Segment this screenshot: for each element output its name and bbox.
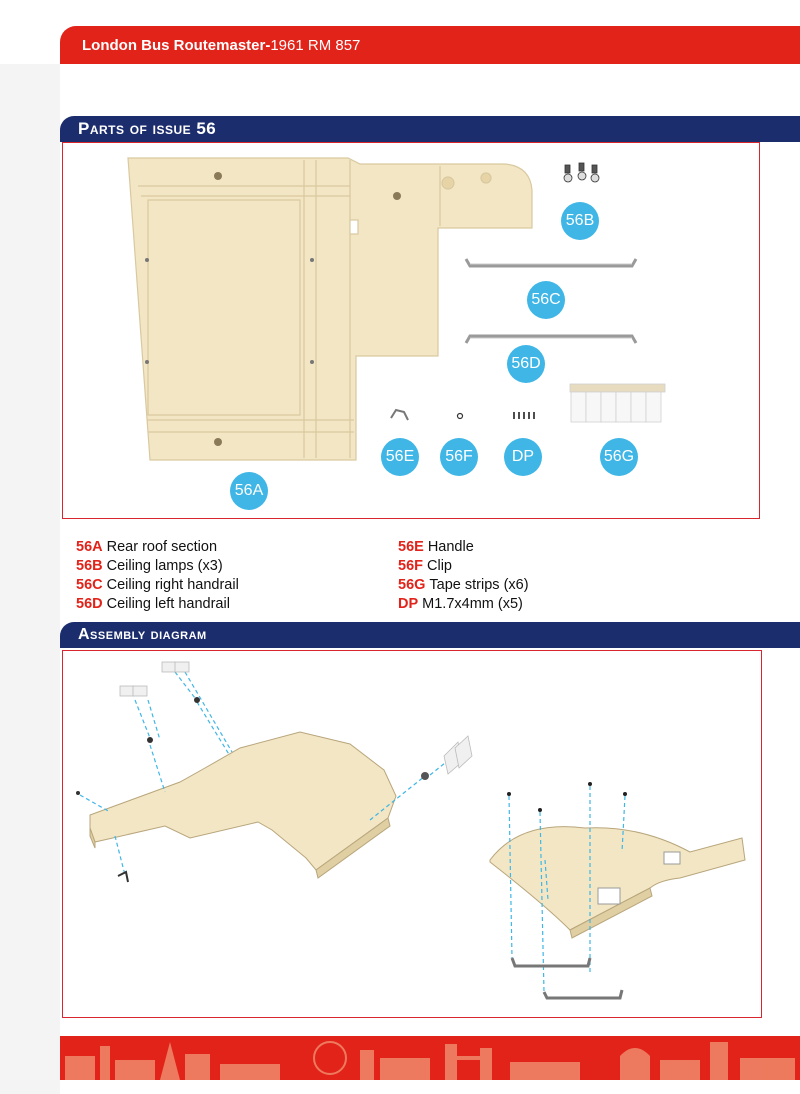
assembly-right-screws [507, 782, 627, 812]
legend-row: 56D Ceiling left handrail [76, 596, 230, 612]
label-56b: 56B [561, 202, 599, 240]
legend-row: 56C Ceiling right handrail [76, 577, 239, 593]
assembly-roof-right [490, 827, 745, 938]
legend-row: 56B Ceiling lamps (x3) [76, 558, 223, 574]
label-56g: 56G [600, 438, 638, 476]
title-regular: 1961 RM 857 [270, 36, 361, 54]
legend-row: DP M1.7x4mm (x5) [398, 596, 523, 612]
assembly-right-handrails [512, 958, 622, 998]
assembly-section-title: Assembly diagram [60, 622, 800, 648]
label-dp: DP [504, 438, 542, 476]
label-56d: 56D [507, 345, 545, 383]
skyline-illustration [60, 1036, 800, 1080]
title-bold: London Bus Routemaster- [82, 36, 271, 54]
label-56a: 56A [230, 472, 268, 510]
legend-row: 56F Clip [398, 558, 452, 574]
label-56f: 56F [440, 438, 478, 476]
legend-row: 56A Rear roof section [76, 539, 218, 555]
legend-row: 56G Tape strips (x6) [398, 577, 529, 593]
label-56c: 56C [527, 281, 565, 319]
footer-skyline-banner [60, 1036, 800, 1080]
label-56e: 56E [381, 438, 419, 476]
legend-row: 56E Handle [398, 539, 474, 555]
assembly-roof-left [90, 732, 396, 878]
parts-section-title: Parts of issue 56 [60, 116, 800, 142]
